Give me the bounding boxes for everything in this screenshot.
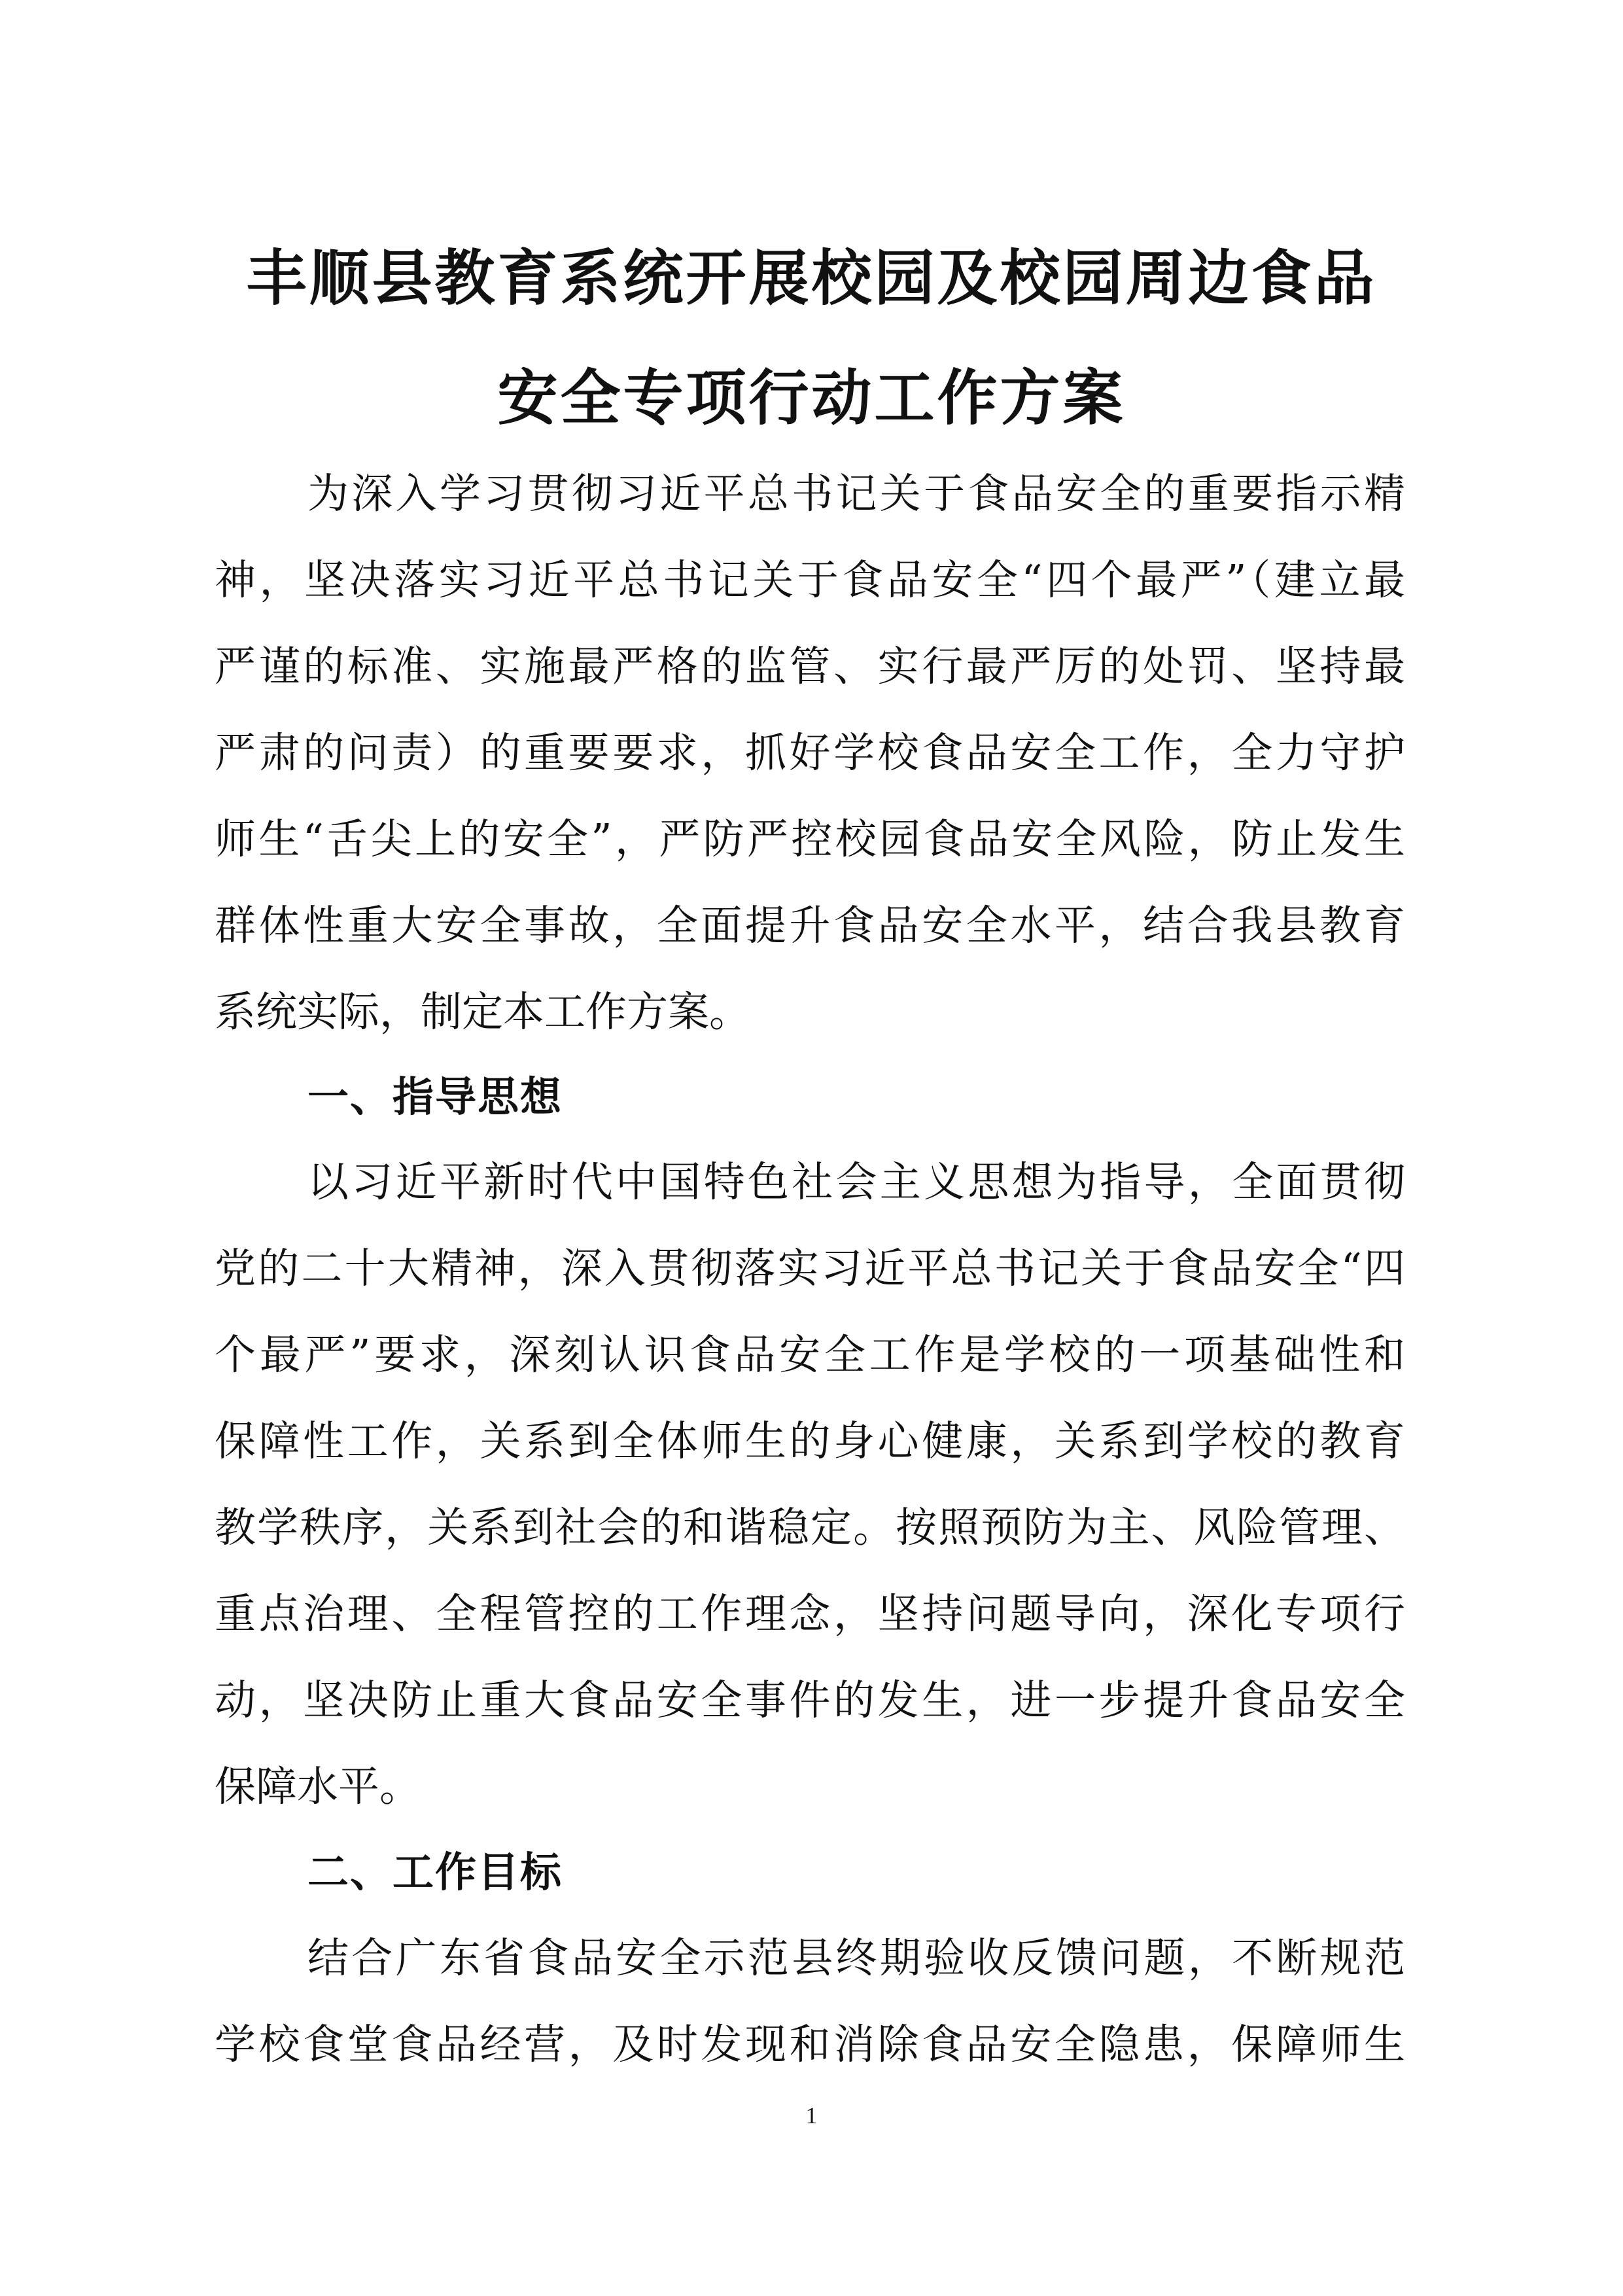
section1-line-3: 个最严”要求，深刻认识食品安全工作是学校的一项基础性和 <box>215 1331 1405 1379</box>
section2-line-2: 学校食堂食品经营，及时发现和消除食品安全隐患，保障师生 <box>215 2021 1405 2068</box>
section1-line-8: 保障水平。 <box>215 1763 421 1810</box>
section1-line-7: 动，坚决防止重大食品安全事件的发生，进一步提升食品安全 <box>215 1676 1405 1724</box>
section2-line-1: 结合广东省食品安全示范县终期验收反馈问题，不断规范 <box>307 1934 1405 1982</box>
section1-line-1: 以习近平新时代中国特色社会主义思想为指导，全面贯彻 <box>307 1158 1405 1206</box>
section1-line-2: 党的二十大精神，深入贯彻落实习近平总书记关于食品安全“四 <box>215 1245 1405 1292</box>
intro-line-4: 严肃的问责）的重要要求，抓好学校食品安全工作，全力守护 <box>215 729 1405 777</box>
section1-line-6: 重点治理、全程管控的工作理念，坚持问题导向，深化专项行 <box>215 1590 1405 1638</box>
section1-line-5: 教学秩序，关系到社会的和谐稳定。按照预防为主、风险管理、 <box>215 1504 1405 1551</box>
section-heading-guiding-ideology: 一、指导思想 <box>307 1073 563 1121</box>
intro-line-6: 群体性重大安全事故，全面提升食品安全水平，结合我县教育 <box>215 902 1405 949</box>
intro-line-1: 为深入学习贯彻习近平总书记关于食品安全的重要指示精 <box>307 470 1405 518</box>
section1-line-4: 保障性工作，关系到全体师生的身心健康，关系到学校的教育 <box>215 1417 1405 1465</box>
page-number: 1 <box>805 2102 818 2128</box>
section-heading-work-goals: 二、工作目标 <box>307 1848 563 1896</box>
intro-line-3: 严谨的标准、实施最严格的监管、实行最严厉的处罚、坚持最 <box>215 643 1405 690</box>
document-title-line-2: 安全专项行动工作方案 <box>497 363 1126 433</box>
document-title-line-1: 丰顺县教育系统开展校园及校园周边食品 <box>246 243 1377 313</box>
intro-line-2: 神，坚决落实习近平总书记关于食品安全“四个最严”（建立最 <box>215 556 1405 604</box>
intro-line-5: 师生“舌尖上的安全”，严防严控校园食品安全风险，防止发生 <box>215 815 1405 863</box>
intro-line-7: 系统实际，制定本工作方案。 <box>215 988 750 1036</box>
